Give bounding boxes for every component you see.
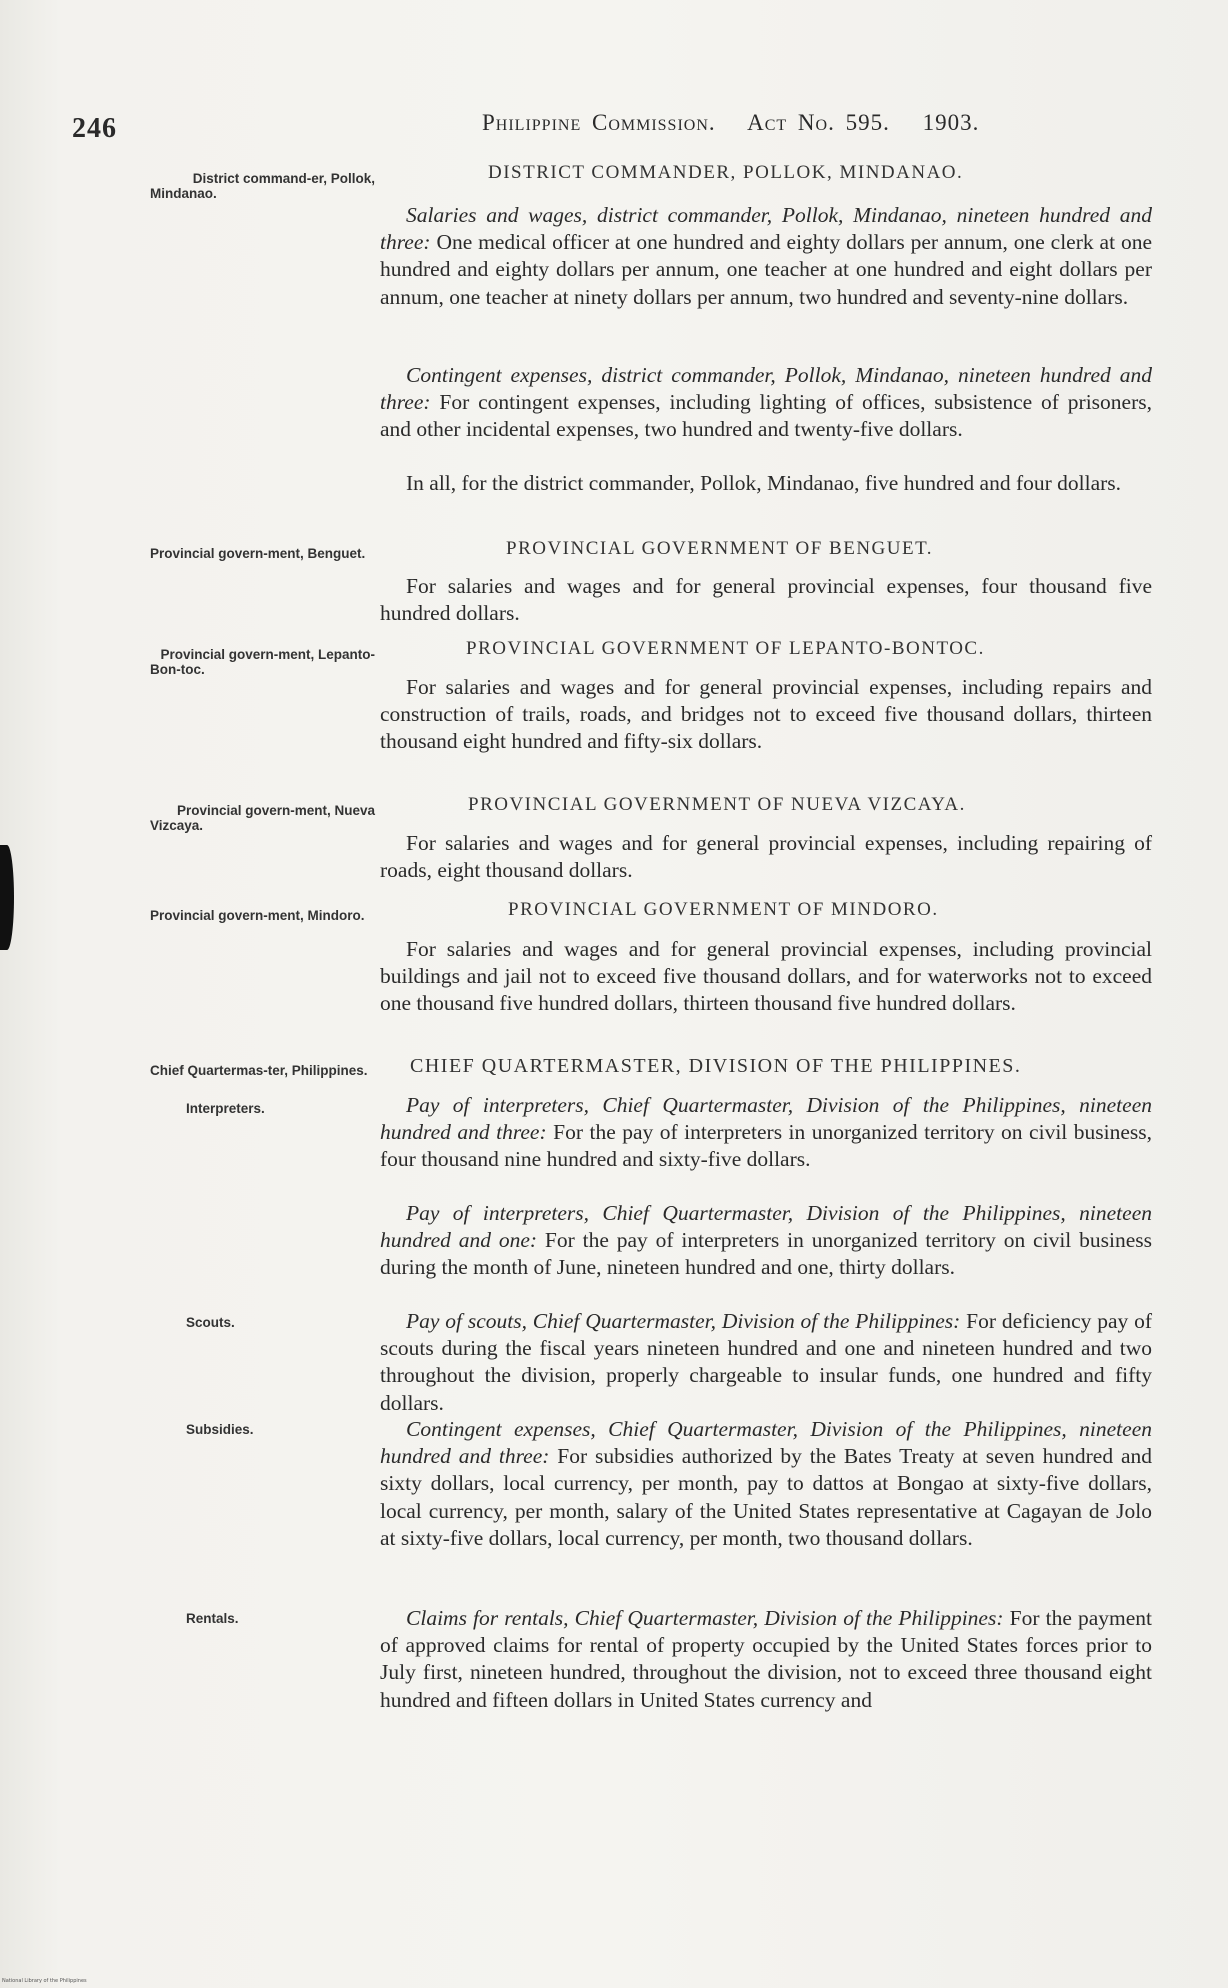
paragraph-interpreters-1901 [380,1200,1152,1282]
paragraph-text: For salaries and wages and for general provincial expenses, including repairing of roads, eight thousand dollars. [380,831,1152,883]
paragraph-lead: Contingent expenses, district commander, Pollok, Mindanao, nineteen hundred and three: [380,363,1152,415]
page-number: 246 [72,113,117,144]
paragraph-nueva-vizcaya [380,830,1152,884]
paragraph-lead: Pay of interpreters, Chief Quartermaster, Division of the Philippines, nineteen hundred and one: [380,1201,1152,1253]
paragraph-text: For subsidies authorized by the Bates Treaty at seven hundred and sixty dollars, local currency, per month, pay to dattos at Bongao at sixty-five dollars, local currency, per month, salary of the United States representative at Cagayan de Jolo at sixty-five dollars, local currency, per month, two thousand dollars. [380,1444,1152,1550]
paragraph-rentals [380,1605,1152,1714]
paragraph-text: In all, for the district commander, Pollok, Mindanao, five hundred and four dollars. [406,471,1122,495]
sidenote-interpreters: Interpreters. [186,1101,265,1116]
paragraph-text: One medical officer at one hundred and eighty dollars per annum, one clerk at one hundred and eighty dollars per annum, one teacher at one hundred and eight dollars per annum, one teacher at ninety dollars per annum, two hundred and seventy-nine dollars. [380,230,1152,309]
running-head-year: 1903. [922,110,980,135]
paragraph-lead: Contingent expenses, Chief Quartermaster, Division of the Philippines, nineteen hundred and three: [380,1417,1152,1469]
paragraph-lead: Pay of scouts, Chief Quartermaster, Division of the Philippines: [406,1309,961,1333]
paragraph-subsidies [380,1416,1152,1552]
sidenote-lepanto-bontoc: Provincial govern-ment, Lepanto-Bon-toc. [150,647,375,677]
paragraph-lepanto-bontoc [380,674,1152,756]
paragraph-lead: Claims for rentals, Chief Quartermaster, Division of the Philippines: [406,1606,1004,1630]
binding-shadow [0,845,14,950]
paragraph-salaries-pollok [380,202,1152,311]
paragraph-total-pollok [380,470,1152,497]
sidenote-mindoro: Provincial govern-ment, Mindoro. [150,908,365,923]
paragraph-contingent-pollok [380,362,1152,444]
paragraph-lead: Salaries and wages, district commander, Pollok, Mindanao, nineteen hundred and three: [380,203,1152,255]
heading-district-commander: DISTRICT COMMANDER, POLLOK, MINDANAO. [488,162,964,183]
paragraph-benguet [380,573,1152,627]
heading-chief-quartermaster: CHIEF QUARTERMASTER, DIVISION OF THE PHILIPPINES. [410,1055,1022,1077]
paragraph-text: For the payment of approved claims for rental of property occupied by the United States forces prior to July first, nineteen hundred, throughout the division, not to exceed three thousand eight hundred and fifteen dollars in United States currency and [380,1606,1153,1712]
sidenote-nueva-vizcaya: Provincial govern-ment, Nueva Vizcaya. [150,803,375,833]
paragraph-mindoro [380,936,1152,1018]
sidenote-rentals: Rentals. [186,1611,239,1626]
heading-lepanto-bontoc: PROVINCIAL GOVERNMENT OF LEPANTO-BONTOC. [466,638,985,659]
paragraph-text: For the pay of interpreters in unorganized territory on civil business during the month of June, nineteen hundred and one, thirty dollars. [380,1228,1152,1280]
running-head-title: Philippine Commission. [482,110,716,135]
paragraph-text: For contingent expenses, including lighting of offices, subsistence of prisoners, and other incidental expenses, two hundred and twenty-five dollars. [380,390,1152,442]
sidenote-subsidies: Subsidies. [186,1422,254,1437]
paragraph-scouts [380,1308,1152,1417]
heading-nueva-vizcaya: PROVINCIAL GOVERNMENT OF NUEVA VIZCAYA. [468,794,966,815]
paragraph-lead: Pay of interpreters, Chief Quartermaster, Division of the Philippines, nineteen hundred and three: [380,1093,1152,1145]
paragraph-text: For deficiency pay of scouts during the fiscal years nineteen hundred and one and nineteen hundred and two throughout the division, properly chargeable to insular funds, one hundred and fifty dollars. [380,1309,1152,1415]
running-head [482,110,1001,136]
paragraph-text: For the pay of interpreters in unorganized territory on civil business, four thousand nine hundred and sixty-five dollars. [380,1120,1152,1172]
paragraph-text: For salaries and wages and for general provincial expenses, including repairs and construction of trails, roads, and bridges not to exceed five thousand dollars, thirteen thousand eight hundred and fifty-six dollars. [380,675,1152,754]
running-head-act: Act No. 595. [747,110,890,135]
sidenote-benguet: Provincial govern-ment, Benguet. [150,546,366,561]
sidenote-scouts: Scouts. [186,1315,235,1330]
paragraph-text: For salaries and wages and for general provincial expenses, four thousand five hundred dollars. [380,574,1152,626]
heading-mindoro: PROVINCIAL GOVERNMENT OF MINDORO. [508,899,939,920]
paragraph-interpreters-1903 [380,1092,1152,1174]
paragraph-text: For salaries and wages and for general provincial expenses, including provincial buildings and jail not to exceed five thousand dollars, and for waterworks not to exceed one thousand five hundred dollars, thirteen thousand five hundred dollars. [380,937,1152,1016]
footer-credit: National Library of the Philippines [2,1978,87,1984]
sidenote-district-commander: District command-er, Pollok, Mindanao. [150,171,375,201]
heading-benguet: PROVINCIAL GOVERNMENT OF BENGUET. [506,538,934,559]
sidenote-chief-quartermaster: Chief Quartermas-ter, Philippines. [150,1063,368,1078]
